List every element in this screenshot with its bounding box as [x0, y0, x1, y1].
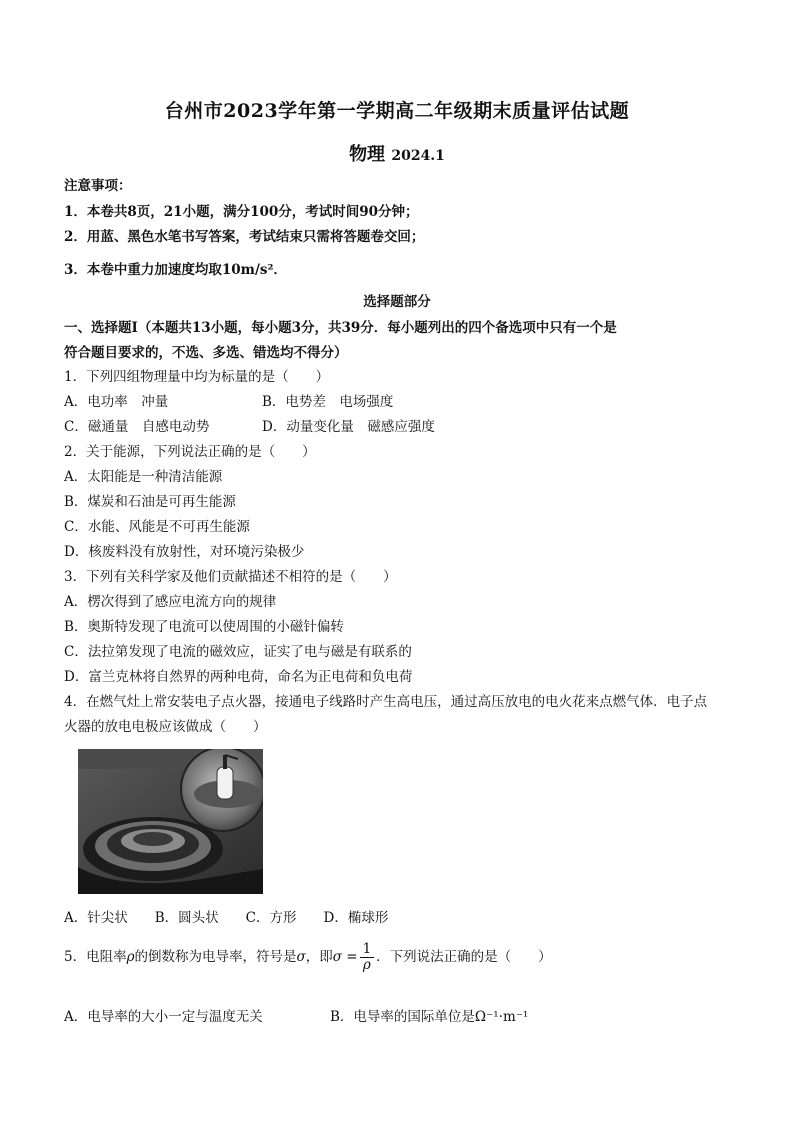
part-instructions-line1: 一、选择题Ⅰ（本题共13小题，每小题3分，共39分．每小题列出的四个备选项中只有一个是: [64, 320, 617, 336]
question-5-stem-pre: 5．电阻率: [64, 949, 127, 965]
question-3-option-d: D．富兰克林将自然界的两种电荷，命名为正电荷和负电荷: [64, 669, 413, 685]
question-5-option-a: A．电导率的大小一定与温度无关: [64, 1009, 263, 1025]
question-1-option-a: A．电功率 冲量: [64, 394, 169, 410]
part-instructions-line2: 符合题目要求的，不选、多选、错选均不得分）: [64, 345, 348, 361]
notes-heading: 注意事项：: [64, 178, 132, 194]
question-5-option-b: B．电导率的国际单位是Ω⁻¹·m⁻¹: [330, 1009, 529, 1025]
fraction-denominator: ρ: [362, 957, 371, 973]
question-2-option-a: A．太阳能是一种清洁能源: [64, 469, 223, 485]
note-item-3: 3．本卷中重力加速度均取10m/s²．: [64, 262, 287, 278]
gas-stove-igniter-photo: [78, 749, 263, 894]
exam-subtitle: [0, 140, 794, 166]
subject-label: 物理: [349, 144, 386, 165]
question-5-stem-mid: 的倒数称为电导率，符号是: [134, 949, 297, 965]
question-1-stem: 1．下列四组物理量中均为标量的是（ ）: [64, 369, 330, 385]
question-3-option-b: B．奥斯特发现了电流可以使周围的小磁针偏转: [64, 619, 344, 635]
question-4-stem-line1: 4．在燃气灶上常安装电子点火器，接通电子线路时产生高电压，通过高压放电的电火花来点燃气体．电子点: [64, 694, 708, 710]
question-3-option-c: C．法拉第发现了电流的磁效应，证实了电与磁是有联系的: [64, 644, 412, 660]
fraction-numerator: 1: [360, 942, 375, 958]
question-2-option-b: B．煤炭和石油是可再生能源: [64, 494, 236, 510]
question-4-stem-line2: 火器的放电电极应该做成（ ）: [64, 719, 267, 735]
question-1-option-b: B．电势差 电场强度: [262, 394, 394, 410]
question-1-option-d: D．动量变化量 磁感应强度: [262, 419, 435, 435]
sigma-symbol: σ: [296, 949, 306, 965]
question-5-stem-post: ．下列说法正确的是（ ）: [376, 949, 552, 965]
note-item-1: 1．本卷共8页，21小题，满分100分，考试时间90分钟；: [64, 204, 419, 220]
note-item-2: 2．用蓝、黑色水笔书写答案，考试结束只需将答题卷交回；: [64, 229, 425, 245]
question-2-option-c: C．水能、风能是不可再生能源: [64, 519, 250, 535]
rho-symbol: ρ: [126, 949, 135, 965]
question-1-option-c: C．磁通量 自感电动势: [64, 419, 210, 435]
question-5-stem-mid2: ，即: [305, 949, 333, 965]
section-title: 选择题部分: [363, 294, 431, 310]
conductivity-fraction: [360, 942, 375, 973]
question-3-option-a: A．楞次得到了感应电流方向的规律: [64, 594, 277, 610]
question-5-stem: [64, 940, 552, 974]
question-4-options: A．针尖状 B．圆头状 C．方形 D．椭球形: [64, 910, 389, 926]
exam-date: 2024.1: [391, 148, 445, 164]
question-3-stem: 3．下列有关科学家及他们贡献描述不相符的是（ ）: [64, 569, 397, 585]
gas-stove-igniter-image: [78, 749, 263, 894]
question-2-option-d: D．核废料没有放射性，对环境污染极少: [64, 544, 305, 560]
question-2-stem: 2．关于能源，下列说法正确的是（ ）: [64, 444, 316, 460]
equation-lhs: σ =: [332, 949, 358, 965]
exam-title: 台州市2023学年第一学期高二年级期末质量评估试题: [164, 100, 630, 122]
